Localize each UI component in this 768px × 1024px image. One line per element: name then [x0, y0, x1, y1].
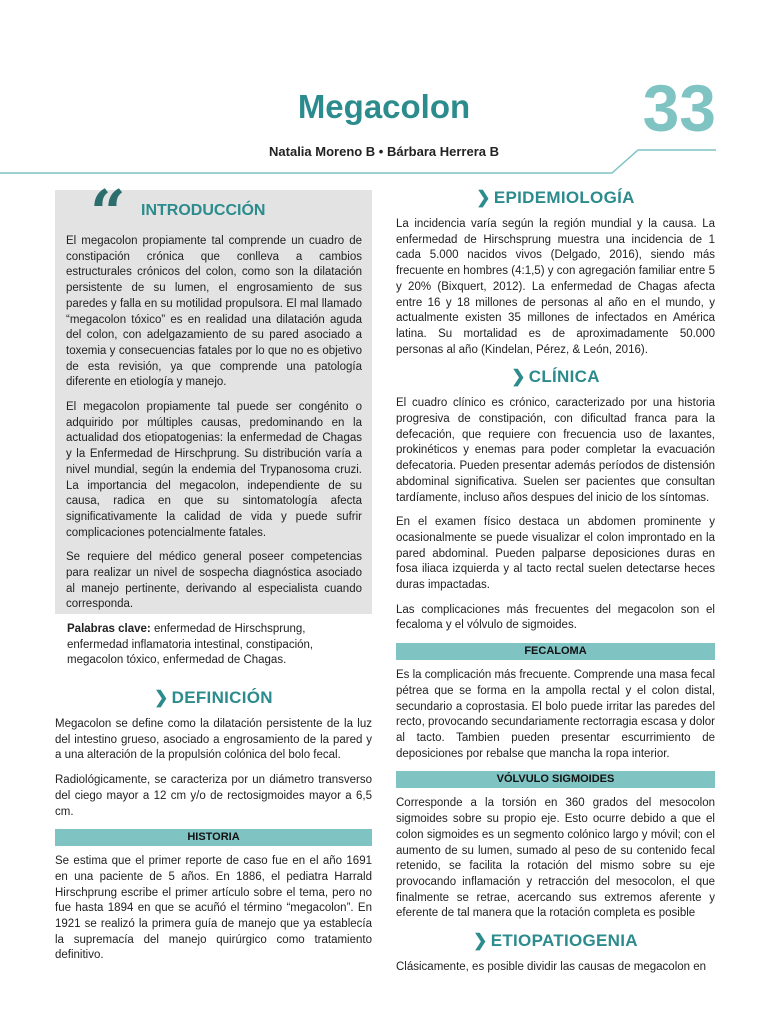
introduction-heading: INTRODUCCIÓN	[141, 202, 266, 219]
epidemiologia-heading-label: EPIDEMIOLOGÍA	[493, 188, 635, 207]
clinica-paragraph: Las complicaciones más frecuentes del megacolon son el fecaloma y el vólvulo de sigmoides.	[396, 603, 715, 632]
etiopatogenia-paragraph: Clásicamente, es posible dividir las causas de megacolon en	[396, 961, 707, 974]
right-column	[396, 186, 715, 985]
chapter-number: 33	[642, 71, 716, 145]
fecaloma-paragraph: Es la complicación más frecuente. Comprende una masa fecal pétrea que se forma en la ampolla rectal y el colon distal, secundario a coprostasia. El bolo puede irritar las paredes del recto, provocando secundariamente rectorragia escasa y dolor al tacto. Tambien pueden presentar escurrimiento de deposiciones por rebalse que mancha la ropa interior.	[396, 669, 715, 760]
epidemiologia-paragraph: La incidencia varía según la región mundial y la causa. La enfermedad de Hirschsprung muestra una incidencia de 1 cada 5.000 nacidos vivos (Delgado, 2016), siendo más frecuente en hombres (4:1,5) y con agregación familiar entre 5 y 20% (Bixquert, 2012). La enfermedad de Chagas afecta entre 16 y 18 millones de personas al año en el mundo, y actualmente existen 35 millones de infectados en América latina. Su mortalidad es de aproximadamente 50.000 personas al año (Kindelan, Pérez, & León, 2016).	[396, 218, 715, 356]
clinica-paragraph: El cuadro clínico es crónico, caracterizado por una historia progresiva de constipación, con dificultad franca para la defecación, que requiere con frecuencia uso de laxantes, prokinéticos y enemas para poder completar la evacuación defecatoria. Pueden presentar además períodos de distensión abdominal significativa. Suelen ser pacientes que consultan tardíamente, incluso años despues del inicio de los síntomas.	[396, 397, 715, 504]
intro-paragraph: El megacolon propiamente tal puede ser congénito o adquirido por múltiples causas, predominando en la actualidad dos etiopatogenias: la enfermedad de Chagas y la Enfermedad de Hirschprung. Su distribución varía a nivel mundial, según la endemia del Trypanosoma cruzi. La importancia del megacolon, independiente de su causa, radica en que su sintomatología afecta significativamente la calidad de vida y puede sufrir complicaciones potencialmente fatales.	[66, 401, 362, 539]
definicion-heading	[55, 688, 372, 708]
etiopatogenia-heading	[396, 931, 715, 951]
intro-paragraph: El megacolon propiamente tal comprende un cuadro de constipación crónica que conlleva a cambios estructurales crónicos del colon, como son la dilatación persistente de su lumen, el engrosamiento de sus paredes y falla en su motilidad propulsora. El mal llamado “megacolon tóxico” es en realidad una dilatación aguda del colon, con adelgazamiento de su pared asociado a toxemia y consecuencias fatales por lo que no es objetivo de esta revisión, ya que comprende una patología diferente en etiología y manejo.	[66, 235, 362, 389]
clinica-heading-label: CLÍNICA	[528, 367, 600, 387]
fecaloma-heading: FECALOMA	[396, 643, 715, 660]
chevron-right-icon: ❯	[473, 931, 488, 951]
clinica-heading	[396, 367, 715, 387]
clinica-paragraph: En el examen físico destaca un abdomen prominente y ocasionalmente se puede visualizar el colon improntado en la pared abdominal. Pueden palparse deposiciones duras en fosa iliaca izquierda y al tacto rectal suelen detectarse heces duras impactadas.	[396, 516, 715, 592]
page-title: Megacolon	[297, 88, 471, 125]
volvulo-paragraph: Corresponde a la torsión en 360 grados del mesocolon sigmoides sobre su propio eje. Esto ocurre debido a que el colon sigmoides es un segmento colónico largo y móvil; con el aumento de su lumen, sumado al peso de su contenido fecal retenido, se facilita la rotación del mismo sobre su eje provocando inflamación y retracción del mesocolon, el que finalmente se retrae, acercando sus extremos aferente y eferente de tal manera que la rotación completa es posible	[396, 797, 715, 920]
left-column	[55, 688, 372, 973]
keywords	[67, 622, 363, 669]
historia-paragraph: Se estima que el primer reporte de caso fue en el año 1691 en una paciente de 5 años. En 1886, el pediatra Harrald Hirschprung escribe el primer artículo sobre el tema, pero no fue hasta 1894 en que se acuñó el término “megacolon”. En 1921 se realizó la primera guía de manejo que ya establecía la supremacía del manejo quirúrgico como tratamiento definitivo.	[55, 855, 372, 962]
definicion-paragraph: Megacolon se define como la dilatación persistente de la luz del intestino grueso, asociado a engrosamiento de la pared y a una alteración de la propulsión colónica del bolo fecal.	[55, 718, 372, 762]
definicion-heading-label: DEFINICIÓN	[171, 688, 273, 707]
historia-heading: HISTORIA	[55, 829, 372, 846]
introduction-box	[55, 176, 372, 614]
chevron-right-icon: ❯	[476, 188, 491, 207]
chevron-right-icon: ❯	[511, 367, 526, 387]
volvulo-heading: VÓLVULO SIGMOIDES	[396, 771, 715, 788]
chevron-right-icon: ❯	[154, 688, 169, 707]
intro-paragraph: Se requiere del médico general poseer competencias para realizar un nivel de sospecha diagnóstica asociado al manejo pertinente, derivando al especialista cuando corresponda.	[66, 551, 362, 611]
keywords-label: Palabras clave:	[67, 623, 151, 635]
quote-icon: “	[90, 176, 126, 249]
keywords-text: enfermedad de Hirschsprung, enfermedad inflamatoria intestinal, constipación, megacolon tóxico, enfermedad de Chagas.	[67, 623, 314, 667]
etiopatogenia-heading-label: ETIOPATIOGENIA	[490, 931, 638, 951]
definicion-paragraph: Radiológicamente, se caracteriza por un diámetro transverso del ciego mayor a 12 cm y/o de rectosigmoides mayor a 6,5 cm.	[55, 774, 372, 818]
epidemiologia-heading	[396, 188, 715, 208]
authors: Natalia Moreno B • Bárbara Herrera B	[269, 144, 499, 159]
